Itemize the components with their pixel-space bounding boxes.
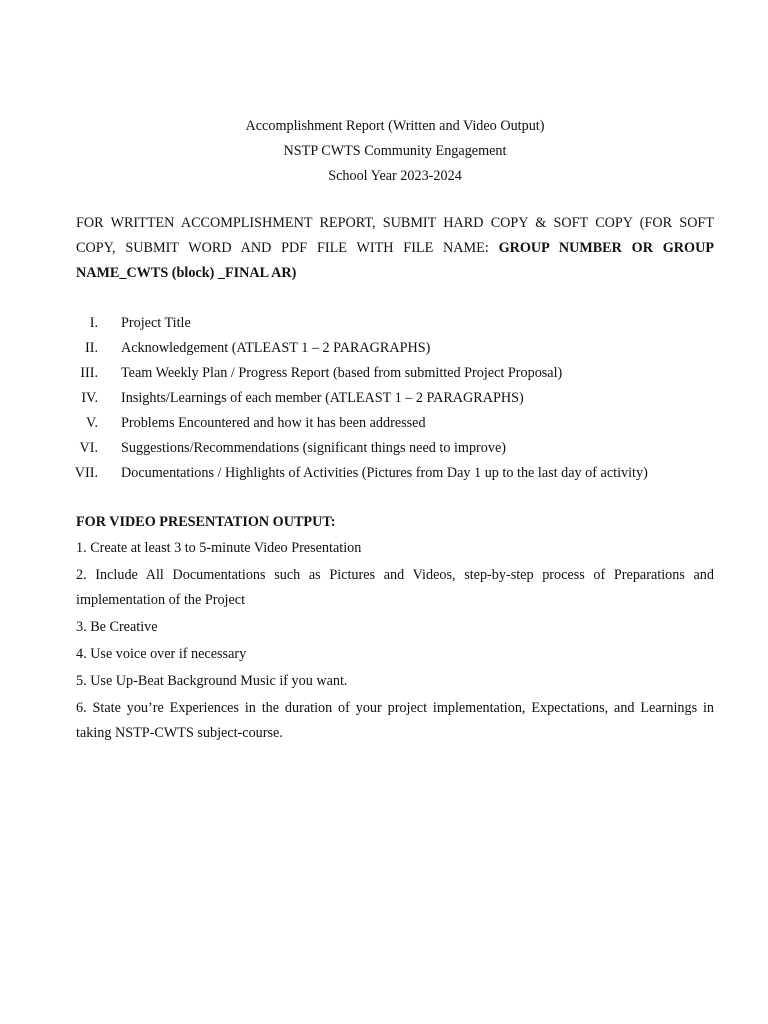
list-item-text: Project Title xyxy=(121,315,191,331)
list-item-text: Documentations / Highlights of Activities (Pictures from Day 1 up to the last day of activity) xyxy=(121,465,648,481)
header-school-year: School Year 2023-2024 xyxy=(328,168,462,184)
list-item-text: Suggestions/Recommendations (significant things need to improve) xyxy=(121,440,506,456)
list-item xyxy=(0,386,768,411)
list-item-text: Insights/Learnings of each member (ATLEAST 1 – 2 PARAGRAPHS) xyxy=(121,390,524,406)
list-item-number: VI. xyxy=(79,440,98,456)
list-item xyxy=(0,411,768,436)
list-item xyxy=(0,461,768,486)
video-item: 2. Include All Documentations such as Pictures and Videos, step-by-step process of Preparations and implementation of the Project xyxy=(76,567,714,608)
list-item-number: V. xyxy=(86,415,98,431)
video-item: 5. Use Up-Beat Background Music if you want. xyxy=(76,673,348,689)
list-item xyxy=(0,336,768,361)
intro-text: FOR WRITTEN ACCOMPLISHMENT REPORT, SUBMIT HARD COPY & SOFT COPY (FOR SOFT COPY, SUBMIT WORD AND PDF FILE WITH FILE NAME: xyxy=(76,215,714,256)
list-item-number: VII. xyxy=(74,465,98,481)
header-subtitle: NSTP CWTS Community Engagement xyxy=(283,143,507,159)
written-report-instructions xyxy=(76,211,714,286)
list-item xyxy=(0,361,768,386)
written-report-contents-list xyxy=(0,311,768,486)
list-item-text: Problems Encountered and how it has been addressed xyxy=(121,415,426,431)
list-item xyxy=(0,436,768,461)
list-item-number: IV. xyxy=(81,390,98,406)
video-item: 3. Be Creative xyxy=(76,619,158,635)
document-header xyxy=(0,114,768,189)
list-item-number: II. xyxy=(85,340,98,356)
list-item-text: Acknowledgement (ATLEAST 1 – 2 PARAGRAPHS) xyxy=(121,340,431,356)
header-title: Accomplishment Report (Written and Video Output) xyxy=(245,118,545,134)
list-item xyxy=(0,311,768,336)
list-item-number: III. xyxy=(80,365,98,381)
video-presentation-section xyxy=(76,510,714,748)
video-item: 6. State you’re Experiences in the duration of your project implementation, Expectations, and Learnings in taking NSTP-CWTS subject-course. xyxy=(76,700,714,741)
list-item-text: Team Weekly Plan / Progress Report (based from submitted Project Proposal) xyxy=(121,365,563,381)
video-section-heading: FOR VIDEO PRESENTATION OUTPUT: xyxy=(76,514,336,530)
file-name-format: GROUP NUMBER OR GROUP NAME_CWTS (block) _FINAL AR) xyxy=(76,240,714,281)
list-item-number: I. xyxy=(89,315,98,331)
video-item: 4. Use voice over if necessary xyxy=(76,646,247,662)
video-item: 1. Create at least 3 to 5-minute Video Presentation xyxy=(76,540,362,556)
